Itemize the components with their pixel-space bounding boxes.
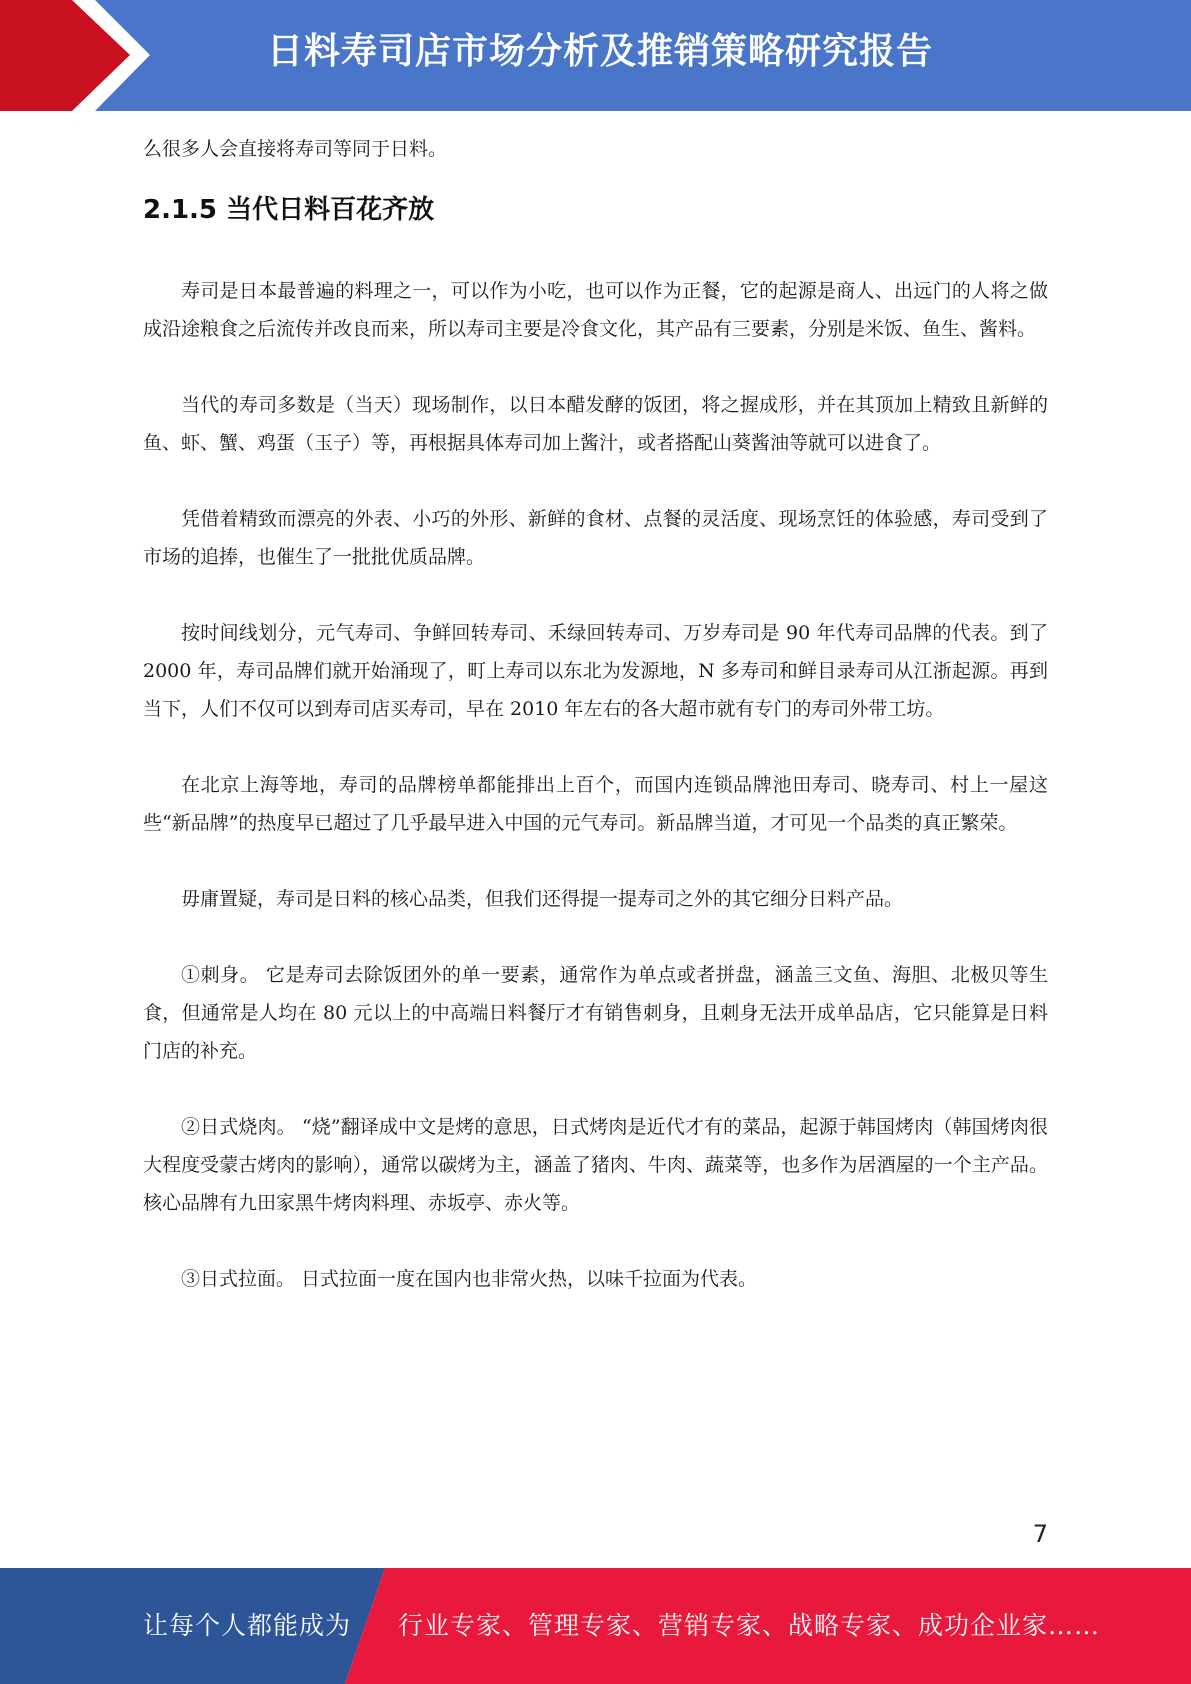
page-number: 7 (1032, 1520, 1048, 1548)
section-heading: 2.1.5 当代日料百花齐放 (143, 195, 435, 225)
continued-text: 么很多人会直接将寿司等同于日料。 (143, 138, 448, 160)
footer-slogan-right: 行业专家、管理专家、营销专家、战略专家、成功企业家…… (398, 1611, 1101, 1640)
paragraph-sashimi: ①刺身。 它是寿司去除饭团外的单一要素，通常作为单点或者拼盘，涵盖三文鱼、海胆、北极贝等生食，但通常是人均在 80 元以上的中高端日料餐厅才有销售刺身，且刺身无法开成单品店，它只能算是日料门店的补充。 (143, 964, 1048, 1062)
page-body (143, 130, 1048, 1336)
paragraph-core-category: 毋庸置疑，寿司是日料的核心品类，但我们还得提一提寿司之外的其它细分日料产品。 (181, 888, 904, 910)
paragraph-popularity: 凭借着精致而漂亮的外表、小巧的外形、新鲜的食材、点餐的灵活度、现场烹饪的体验感，寿司受到了市场的追捧，也催生了一批批优质品牌。 (143, 508, 1048, 568)
paragraph-making: 当代的寿司多数是（当天）现场制作，以日本醋发酵的饭团，将之握成形，并在其顶加上精致且新鲜的鱼、虾、蟹、鸡蛋（玉子）等，再根据具体寿司加上酱汁，或者搭配山葵酱油等就可以进食了。 (143, 394, 1048, 454)
paragraph-ramen: ③日式拉面。 日式拉面一度在国内也非常火热，以味千拉面为代表。 (181, 1268, 758, 1290)
page-header (0, 0, 1191, 111)
page-footer (0, 1568, 1191, 1684)
paragraph-yakiniku: ②日式烧肉。 “烧”翻译成中文是烤的意思，日式烤肉是近代才有的菜品，起源于韩国烤肉（韩国烤肉很大程度受蒙古烤肉的影响），通常以碳烤为主，涵盖了猪肉、牛肉、蔬菜等，也多作为居酒屋的一个主产品。核心品牌有九田家黑牛烤肉料理、赤坂亭、赤火等。 (143, 1116, 1048, 1214)
report-title: 日料寿司店市场分析及推销策略研究报告 (266, 31, 933, 72)
paragraph-timeline: 按时间线划分，元气寿司、争鲜回转寿司、禾绿回转寿司、万岁寿司是 90 年代寿司品牌的代表。到了 2000 年，寿司品牌们就开始涌现了，町上寿司以东北为发源地，N 多寿司和鲜目录寿司从江浙起源。再到当下，人们不仅可以到寿司店买寿司，早在 2010 年左右的各大超市就有专门的寿司外带工坊。 (143, 622, 1048, 720)
header-red-chevron (0, 0, 150, 111)
footer-slogan-left: 让每个人都能成为 (143, 1611, 352, 1640)
paragraph-brands: 在北京上海等地，寿司的品牌榜单都能排出上百个，而国内连锁品牌池田寿司、晓寿司、村上一屋这些“新品牌”的热度早已超过了几乎最早进入中国的元气寿司。新品牌当道，才可见一个品类的真正繁荣。 (143, 774, 1048, 834)
paragraph-origin: 寿司是日本最普遍的料理之一，可以作为小吃，也可以作为正餐，它的起源是商人、出远门的人将之做成沿途粮食之后流传并改良而来，所以寿司主要是冷食文化，其产品有三要素，分别是米饭、鱼生、酱料。 (143, 280, 1048, 340)
